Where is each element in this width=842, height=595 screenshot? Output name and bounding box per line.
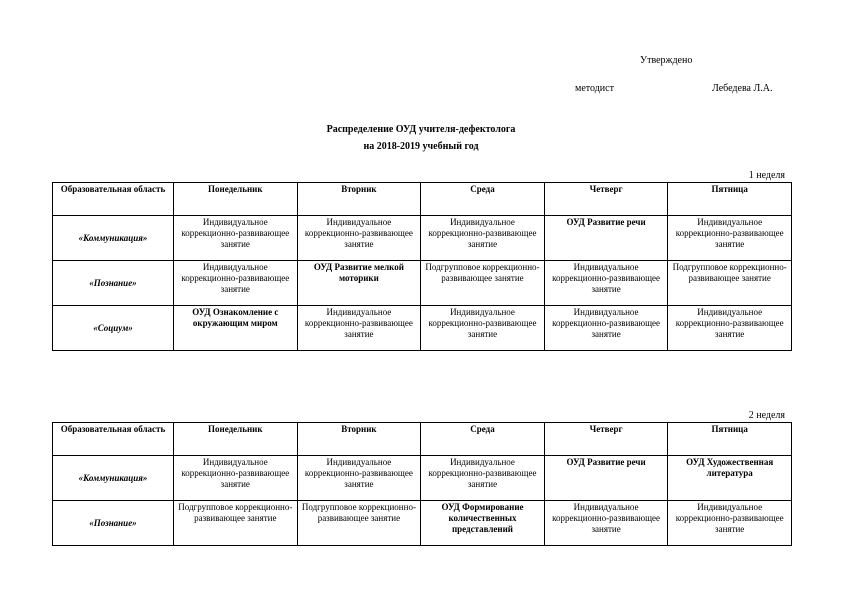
methodist-label: методист	[575, 83, 614, 94]
header-area: Образовательная область	[53, 423, 174, 456]
table-row	[53, 261, 792, 306]
header-friday: Пятница	[668, 183, 792, 216]
header-tuesday: Вторник	[297, 423, 421, 456]
header-friday: Пятница	[668, 423, 792, 456]
table-cell: Индивидуальное коррекционно-развивающее занятие	[544, 261, 668, 306]
table-cell: Индивидуальное коррекционно-развивающее занятие	[297, 216, 421, 261]
header-monday: Понедельник	[174, 423, 298, 456]
header-thursday: Четверг	[544, 423, 668, 456]
document-title: Распределение ОУД учителя-дефектолога	[326, 124, 516, 135]
table-cell: ОУД Ознакомление с окружающим миром	[174, 306, 298, 351]
table-cell: Индивидуальное коррекционно-развивающее занятие	[421, 456, 545, 501]
table-cell: Индивидуальное коррекционно-развивающее занятие	[297, 456, 421, 501]
header-thursday: Четверг	[544, 183, 668, 216]
header-wednesday: Среда	[421, 183, 545, 216]
week-2-schedule-table	[52, 422, 792, 546]
table-cell: Подгрупповое коррекционно-развивающее занятие	[668, 261, 792, 306]
table-cell: ОУД Развитие речи	[544, 216, 668, 261]
table-cell: ОУД Развитие речи	[544, 456, 668, 501]
table-row	[53, 501, 792, 546]
area-cell: «Коммуникация»	[53, 456, 174, 501]
week-1-schedule-table	[52, 182, 792, 351]
table-cell: Индивидуальное коррекционно-развивающее занятие	[421, 216, 545, 261]
table-cell: Индивидуальное коррекционно-развивающее занятие	[544, 501, 668, 546]
table-cell: Индивидуальное коррекционно-развивающее занятие	[668, 216, 792, 261]
table-cell: Подгрупповое коррекционно-развивающее занятие	[174, 501, 298, 546]
area-cell: «Познание»	[53, 261, 174, 306]
table-cell: ОУД Формирование количественных представлений	[421, 501, 545, 546]
header-wednesday: Среда	[421, 423, 545, 456]
table-cell: Индивидуальное коррекционно-развивающее занятие	[174, 261, 298, 306]
table-cell: Индивидуальное коррекционно-развивающее занятие	[544, 306, 668, 351]
table-row	[53, 216, 792, 261]
table-cell: Индивидуальное коррекционно-развивающее занятие	[174, 456, 298, 501]
table-cell: Подгрупповое коррекционно-развивающее занятие	[297, 501, 421, 546]
table-cell: Индивидуальное коррекционно-развивающее занятие	[297, 306, 421, 351]
area-cell: «Познание»	[53, 501, 174, 546]
table-cell: Индивидуальное коррекционно-развивающее занятие	[668, 306, 792, 351]
header-monday: Понедельник	[174, 183, 298, 216]
approval-label: Утверждено	[640, 55, 693, 66]
table-cell: Индивидуальное коррекционно-развивающее занятие	[421, 306, 545, 351]
area-cell: «Социум»	[53, 306, 174, 351]
table-cell: Индивидуальное коррекционно-развивающее занятие	[668, 501, 792, 546]
table-row	[53, 456, 792, 501]
header-tuesday: Вторник	[297, 183, 421, 216]
week-2-label: 2 неделя	[748, 410, 785, 421]
header-area: Образовательная область	[53, 183, 174, 216]
week-1-label: 1 неделя	[748, 170, 785, 181]
table-row	[53, 306, 792, 351]
methodist-name: Лебедева Л.А.	[712, 83, 773, 94]
table-cell: ОУД Развитие мелкой моторики	[297, 261, 421, 306]
table-cell: ОУД Художественная литература	[668, 456, 792, 501]
area-cell: «Коммуникация»	[53, 216, 174, 261]
table-header-row	[53, 183, 792, 216]
table-header-row	[53, 423, 792, 456]
table-cell: Индивидуальное коррекционно-развивающее занятие	[174, 216, 298, 261]
document-subtitle: на 2018-2019 учебный год	[363, 141, 479, 152]
table-cell: Подгрупповое коррекционно-развивающее занятие	[421, 261, 545, 306]
